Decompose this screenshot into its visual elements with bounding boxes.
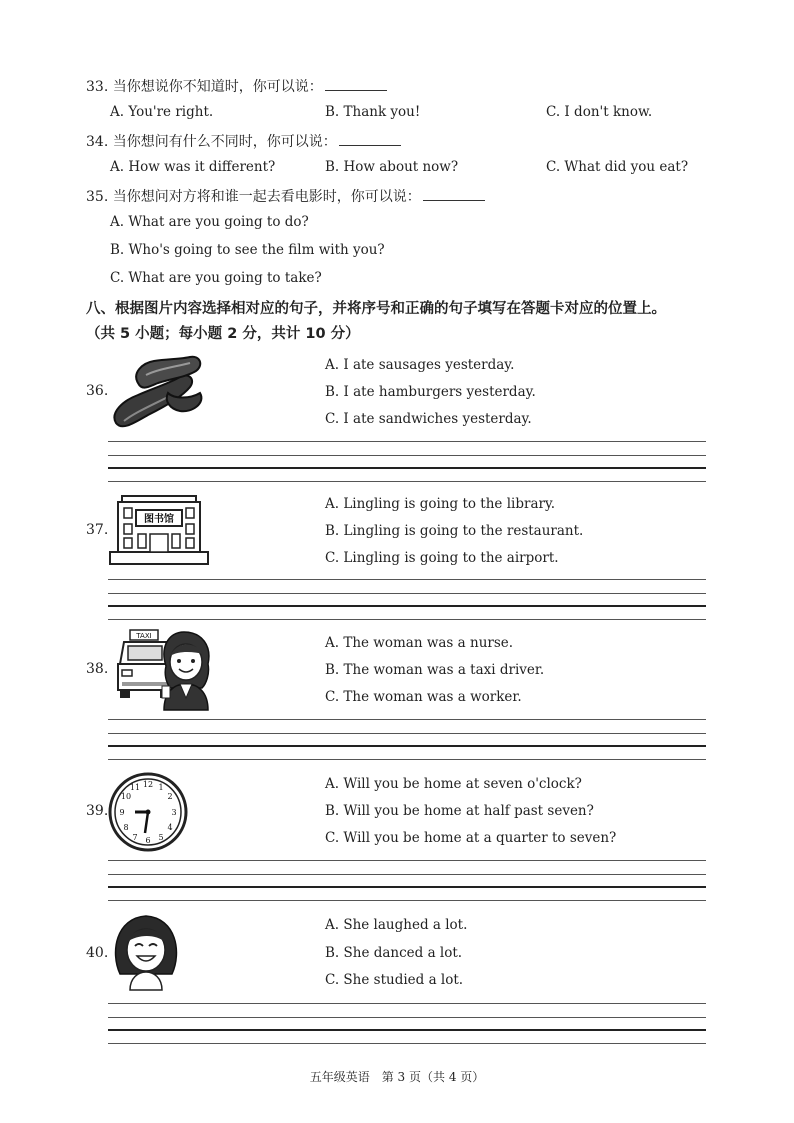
- svg-text:5: 5: [158, 833, 164, 842]
- writing-line[interactable]: [108, 455, 706, 456]
- writing-line[interactable]: [108, 733, 706, 734]
- option-c[interactable]: C. What are you going to take?: [110, 270, 322, 286]
- question-34: [86, 131, 401, 151]
- answer-blank[interactable]: [423, 199, 485, 201]
- question-number: 34.: [86, 134, 109, 150]
- option-c[interactable]: C. The woman was a worker.: [325, 689, 522, 705]
- option-a[interactable]: A. I ate sausages yesterday.: [325, 357, 515, 373]
- writing-line[interactable]: [108, 1029, 706, 1031]
- question-number: 37.: [86, 522, 109, 538]
- writing-line[interactable]: [108, 886, 706, 888]
- writing-line[interactable]: [108, 619, 706, 620]
- section-heading: 八、根据图片内容选择相对应的句子，并将序号和正确的句子填写在答题卡对应的位置上。: [86, 301, 666, 317]
- option-b[interactable]: B. She danced a lot.: [325, 945, 463, 961]
- question-prompt: 当你想说你不知道时，你可以说：: [112, 79, 323, 95]
- svg-text:2: 2: [167, 792, 173, 801]
- option-b[interactable]: B. I ate hamburgers yesterday.: [325, 384, 536, 400]
- writing-line[interactable]: [108, 1003, 706, 1004]
- page-footer: 五年级英语 第 3 页（共 4 页）: [309, 1070, 485, 1084]
- writing-line[interactable]: [108, 1043, 706, 1044]
- writing-line[interactable]: [108, 467, 706, 469]
- question-prompt: 当你想问对方将和谁一起去看电影时，你可以说：: [112, 189, 421, 205]
- library-sign: 图书馆: [144, 514, 174, 525]
- answer-blank[interactable]: [325, 89, 387, 91]
- option-a[interactable]: A. She laughed a lot.: [325, 917, 468, 933]
- question-35: [86, 186, 485, 206]
- writing-line[interactable]: [108, 481, 706, 482]
- writing-line[interactable]: [108, 860, 706, 861]
- svg-text:6: 6: [145, 836, 151, 845]
- section-scoring: （共 5 小题；每小题 2 分，共计 10 分）: [86, 326, 360, 342]
- writing-line[interactable]: [108, 441, 706, 442]
- question-number: 39.: [86, 803, 109, 819]
- sausages-icon: [108, 355, 204, 433]
- option-b[interactable]: B. How about now?: [325, 159, 459, 175]
- svg-text:10: 10: [120, 792, 132, 801]
- writing-line[interactable]: [108, 874, 706, 875]
- svg-text:8: 8: [123, 823, 129, 832]
- option-a[interactable]: A. Lingling is going to the library.: [325, 496, 556, 512]
- writing-line[interactable]: [108, 593, 706, 594]
- question-33: [86, 76, 387, 96]
- svg-text:11: 11: [129, 783, 141, 792]
- writing-line[interactable]: [108, 759, 706, 760]
- question-number: 36.: [86, 383, 109, 399]
- svg-text:9: 9: [119, 808, 125, 817]
- option-b[interactable]: B. The woman was a taxi driver.: [325, 662, 545, 678]
- writing-line[interactable]: [108, 900, 706, 901]
- option-c[interactable]: C. I don't know.: [546, 104, 653, 120]
- option-b[interactable]: B. Lingling is going to the restaurant.: [325, 523, 584, 539]
- option-c[interactable]: C. Lingling is going to the airport.: [325, 550, 559, 566]
- option-a[interactable]: A. The woman was a nurse.: [325, 635, 514, 651]
- svg-text:1: 1: [158, 783, 164, 792]
- option-b[interactable]: B. Who's going to see the film with you?: [110, 242, 385, 258]
- option-c[interactable]: C. What did you eat?: [546, 159, 689, 175]
- option-a[interactable]: A. You're right.: [110, 104, 214, 120]
- option-b[interactable]: B. Thank you!: [325, 104, 421, 120]
- question-number: 38.: [86, 661, 109, 677]
- library-building-icon: [108, 492, 210, 568]
- smiling-girl-icon: [110, 912, 182, 990]
- option-b[interactable]: B. Will you be home at half past seven?: [325, 803, 594, 819]
- question-prompt: 当你想问有什么不同时，你可以说：: [112, 134, 337, 150]
- option-c[interactable]: C. She studied a lot.: [325, 972, 464, 988]
- option-a[interactable]: A. What are you going to do?: [110, 214, 309, 230]
- option-a[interactable]: A. Will you be home at seven o'clock?: [325, 776, 582, 792]
- question-number: 40.: [86, 945, 109, 961]
- option-c[interactable]: C. I ate sandwiches yesterday.: [325, 411, 532, 427]
- writing-line[interactable]: [108, 745, 706, 747]
- svg-text:4: 4: [167, 823, 173, 832]
- question-number: 33.: [86, 79, 109, 95]
- clock-icon: [107, 771, 189, 853]
- answer-blank[interactable]: [339, 144, 401, 146]
- svg-text:7: 7: [132, 833, 138, 842]
- option-c[interactable]: C. Will you be home at a quarter to seven?: [325, 830, 617, 846]
- writing-line[interactable]: [108, 605, 706, 607]
- svg-text:3: 3: [171, 808, 177, 817]
- taxi-driver-icon: [116, 628, 216, 710]
- writing-line[interactable]: [108, 719, 706, 720]
- option-a[interactable]: A. How was it different?: [110, 159, 276, 175]
- question-number: 35.: [86, 189, 109, 205]
- taxi-sign: TAXI: [136, 632, 152, 640]
- svg-text:12: 12: [142, 780, 154, 789]
- writing-line[interactable]: [108, 1017, 706, 1018]
- writing-line[interactable]: [108, 579, 706, 580]
